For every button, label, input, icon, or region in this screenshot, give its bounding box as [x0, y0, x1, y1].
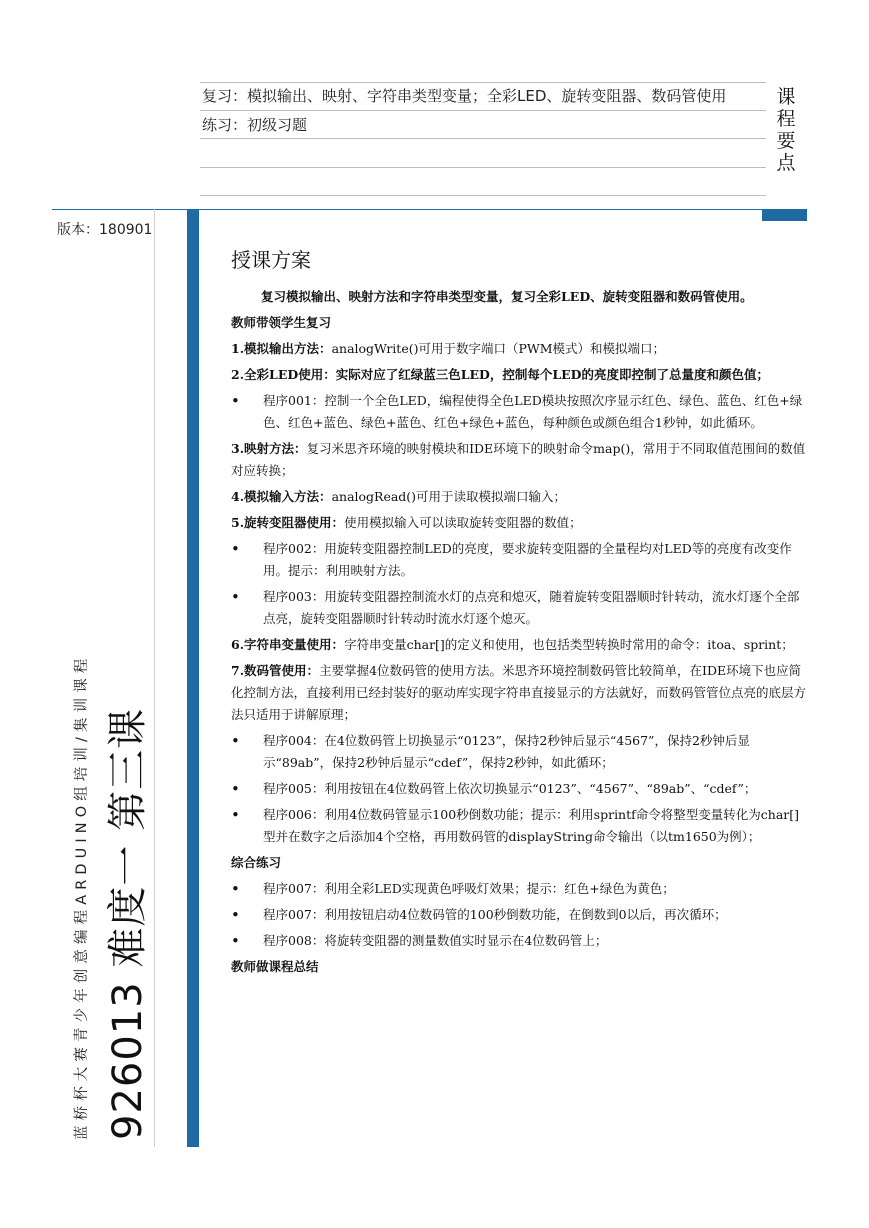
program-008: • 程序008：将旋转变阻器的测量数值实时显示在4位数码管上；	[231, 930, 809, 952]
header-rule-2	[200, 110, 766, 111]
review-item-4: 4.模拟输入方法：analogRead()可用于读取模拟端口输入；	[231, 489, 567, 504]
practice-summary: 练习：初级习题	[202, 116, 308, 134]
lesson-plan	[231, 246, 809, 982]
blue-corner-block	[762, 209, 807, 221]
blue-divider	[52, 209, 762, 210]
program-005: • 程序005：利用按钮在4位数码管上依次切换显示“0123”、“4567”、“89ab”、“cdef”；	[231, 778, 809, 800]
header-rule-3	[200, 138, 766, 139]
blue-side-bar	[187, 209, 199, 1147]
review-item-3: 3.映射方法：复习米思齐环境的映射模块和IDE环境下的映射命令map()，常用于不同取值范围间的数值对应转换；	[231, 441, 806, 478]
course-title: 926013 难度一 第三课	[105, 707, 151, 1140]
header-rule-4	[200, 167, 766, 168]
section-heading-review: 教师带领学生复习	[231, 315, 332, 330]
review-item-6: 6.字符串变量使用：字符串变量char[]的定义和使用，也包括类型转换时常用的命令：itoa、sprint；	[231, 637, 794, 652]
review-item-5: 5.旋转变阻器使用：使用模拟输入可以读取旋转变阻器的数值；	[231, 515, 582, 530]
header-rule-5	[200, 195, 766, 196]
review-summary: 复习：模拟输出、映射、字符串类型变量；全彩LED、旋转变阻器、数码管使用	[202, 87, 727, 105]
section-heading-practice: 综合练习	[231, 855, 282, 870]
program-007-a: • 程序007：利用全彩LED实现黄色呼吸灯效果；提示：红色+绿色为黄色；	[231, 878, 809, 900]
series-title: 蓝桥杯大赛青少年创意编程ARDUINO组培训/集训课程	[74, 653, 90, 1140]
review-item-2: 2.全彩LED使用：实际对应了红绿蓝三色LED，控制每个LED的亮度即控制了总量度和颜色值；	[231, 367, 770, 382]
page-title: 授课方案	[231, 248, 311, 272]
program-001: • 程序001：控制一个全色LED，编程使得全色LED模块按照次序显示红色、绿色、蓝色、红色+绿色、红色+蓝色、绿色+蓝色、红色+绿色+蓝色，每种颜色或颜色组合1秒钟，如此循环。	[231, 390, 809, 434]
program-006: • 程序006：利用4位数码管显示100秒倒数功能；提示：利用sprintf命令将整型变量转化为char[]型并在数字之后添加4个空格，再用数码管的displayString命令输出（以tm1650为例）；	[231, 804, 809, 848]
program-004: • 程序004：在4位数码管上切换显示“0123”，保持2秒钟后显示“4567”，保持2秒钟后显示“89ab”，保持2秒钟后显示“cdef”，保持2秒钟，如此循环；	[231, 730, 809, 774]
review-item-7: 7.数码管使用：主要掌握4位数码管的使用方法。米思齐环境控制数码管比较简单，在IDE环境下也应简化控制方法，直接利用已经封装好的驱动库实现字符串直接显示的方法就好，而数码管管位点亮的底层方法只适用于讲解原理；	[231, 663, 807, 722]
program-003: • 程序003：用旋转变阻器控制流水灯的点亮和熄灭，随着旋转变阻器顺时针转动，流水灯逐个全部点亮，旋转变阻器顺时针转动时流水灯逐个熄灭。	[231, 586, 809, 630]
intro-paragraph: 复习模拟输出、映射方法和字符串类型变量，复习全彩LED、旋转变阻器和数码管使用。	[261, 289, 753, 304]
header-rule-1	[200, 82, 766, 83]
version-label: 版本：180901	[57, 222, 153, 238]
course-key-points-label: 课 程 要 点	[776, 86, 796, 174]
section-heading-summary: 教师做课程总结	[231, 959, 319, 974]
program-002: • 程序002：用旋转变阻器控制LED的亮度，要求旋转变阻器的全量程均对LED等的亮度有改变作用。提示：利用映射方法。	[231, 538, 809, 582]
program-007-b: • 程序007：利用按钮启动4位数码管的100秒倒数功能，在倒数到0以后，再次循环；	[231, 904, 809, 926]
review-item-1: 1.模拟输出方法：analogWrite()可用于数字端口（PWM模式）和模拟端口；	[231, 341, 666, 356]
side-divider	[154, 209, 155, 1147]
